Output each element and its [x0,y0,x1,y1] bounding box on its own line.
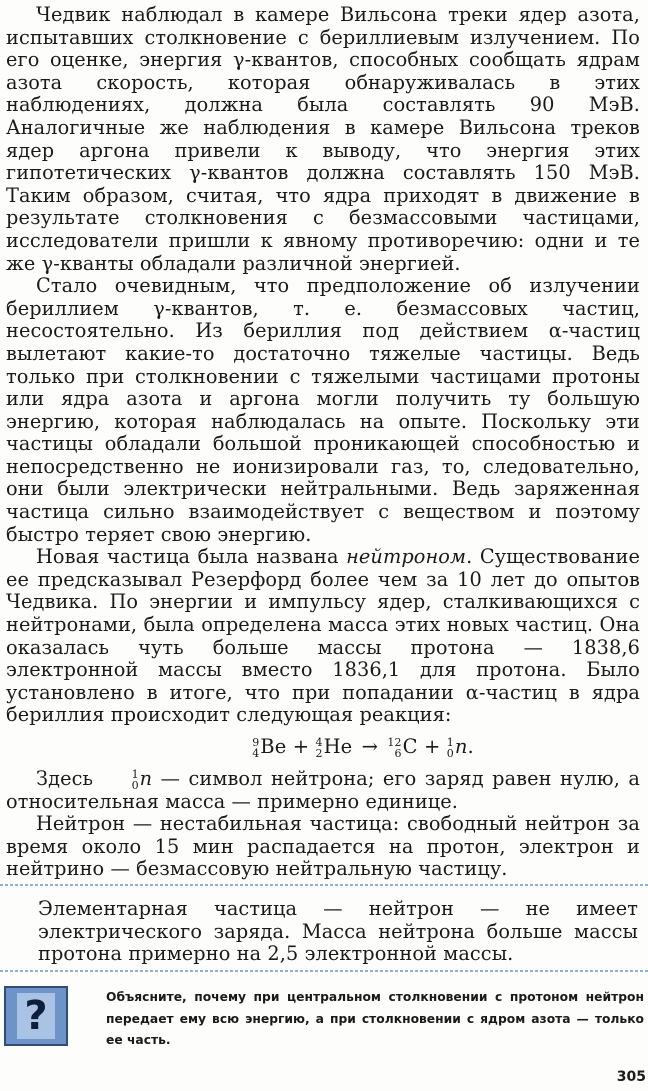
c-mass: 12 [387,735,402,749]
c-charge: 6 [394,746,402,760]
plus-sign: + [292,735,310,758]
symbol-n-mass: 1 [131,767,139,781]
paragraph-heavy-particles: Стало очевидным, что предположение об излучении бериллием γ-квантов, т. е. безмассовых частиц, несостоятельно. Из бериллия под действием α-частиц вылетают какие-то достаточно тяжелые частицы. Ведь только при столкновении с тяжелыми частицами протоны или ядра азота и аргона могли получить ту большую энергию, которая наблюдалась на опыте. Поскольку эти частицы обладали большой проникающей способностью и непосредственно не ионизировали газ, то, следовательно, они были электрически нейтральными. Ведь заряженная частица сильно взаимодействует с веществом и поэтому быстро теряет свою энергию. [6,274,640,546]
symbol-n: n [139,766,153,790]
he-charge: 2 [315,746,323,760]
nuclear-reaction-formula [6,736,640,759]
neutron-term: нейтроном [346,545,467,569]
paragraph-instability: Нейтрон — нестабильная частица: свободный нейтрон за время около 15 мин распадается на протон, электрон и нейтрино — безмассовую нейтральную частицу. [6,812,640,881]
neutron-text-after: . Существование ее предсказывал Резерфорд более чем за 10 лет до опытов Чедвика. По энергии и импульсу ядер, сталкивающихся с нейтронами, была определена масса этих новых частиц. Она оказалась чуть больше массы протона — 1838,6 электронной массы вместо 1836,1 для протона. Было установлено в итоге, что при попадании α-частиц в ядра бериллия происходит следующая реакция: [6,545,640,727]
be-symbol: Be [260,735,287,758]
be-charge: 4 [252,746,260,760]
reaction-arrow: → [361,735,379,758]
paragraph-neutron-discovery [6,546,640,727]
paragraph-neutron-symbol [6,768,640,814]
page-number: 305 [616,1069,646,1085]
summary-box [38,898,638,966]
body-text [6,4,640,881]
n-charge: 0 [446,746,454,760]
symbol-n-charge: 0 [131,778,139,792]
be-mass: 9 [252,735,260,749]
summary-top-divider [0,884,648,886]
n-mass: 1 [446,735,454,749]
formula-end: . [467,735,474,758]
question-icon [4,986,68,1046]
summary-bottom-divider [0,970,648,972]
paragraph-chadwick: Чедвик наблюдал в камере Вильсона треки ядер азота, испытавших столкновение с бериллиевым излучением. По его оценке, энергия γ-квантов, способных сообщать ядрам азота скорость, которая обнаруживалась в этих наблюдениях, должна была составлять 90 МэВ. Аналогичные же наблюдения в камере Вильсона треков ядер аргона привели к выводу, что энергия этих гипотетических γ-квантов должна составлять 150 МэВ. Таким образом, считая, что ядра приходят в движение в результате столкновения с безмассовыми частицами, исследователи пришли к явному противоречию: одни и те же γ-кванты обладали различной энергией. [6,3,640,275]
he-symbol: He [323,735,353,758]
neutron-text-before: Новая частица была названа [36,545,347,569]
question-mark: ? [17,993,55,1039]
he-mass: 4 [315,735,323,749]
plus-sign: + [423,735,441,758]
symbol-text-after: — символ нейтрона; его заряд равен нулю, а относительная масса — примерно единице. [6,766,640,813]
n-symbol: n [454,735,468,758]
symbol-text-before: Здесь [36,766,102,790]
summary-text: Элементарная частица — нейтрон — не имеет электрического заряда. Масса нейтрона больше массы протона примерно на 2,5 электронной массы. [38,897,638,966]
review-question: Объясните, почему при центральном столкновении с протоном нейтрон передает ему всю энергию, а при столкновении с ядром азота — только ее часть. [106,990,644,1047]
c-symbol: C [402,735,418,758]
